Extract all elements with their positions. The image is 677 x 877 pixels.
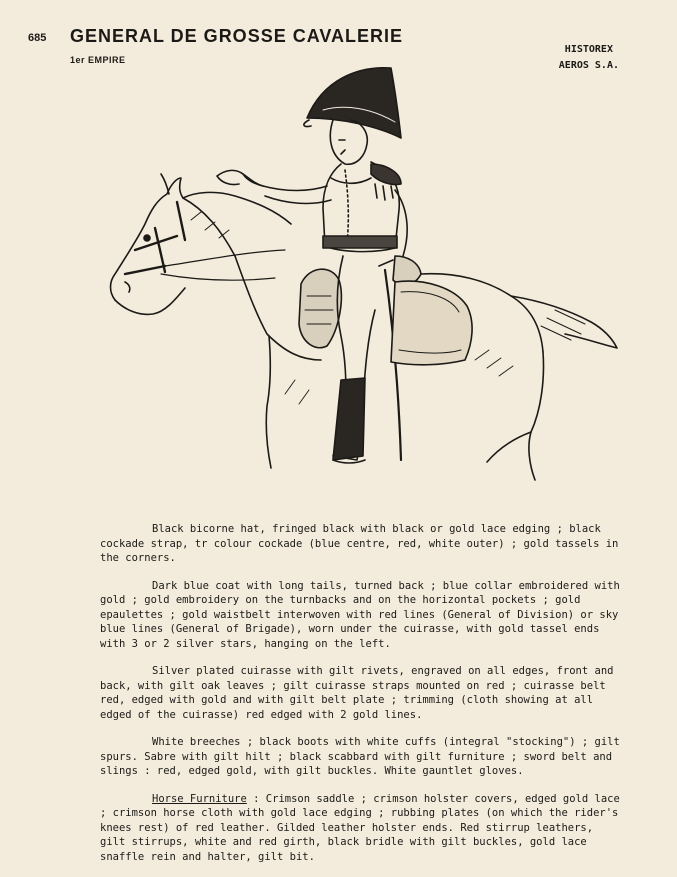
horse-tail [511,296,617,348]
saddle-cloth [391,281,472,365]
maker-line-1: HISTOREX [564,44,613,55]
holster-cover [299,269,341,348]
horse-furniture-separator: : [246,792,260,805]
epaulette [371,164,401,185]
horse-furniture-text: Crimson saddle ; crimson holster covers, edged gold lace ; crimson horse cloth with gold lace edging ; rubbing plates (on which the rider's knees rest) of red leather. Gilded leather holster ends. Red stirrup leathers, gilt stirrups, white and red girth, black bridle with gilt buckles, gold lace snaffle rein and halter, gilt bit. [100,792,620,863]
page-title: GENERAL DE GROSSE CAVALERIE [70,26,404,46]
paragraph-hat: Black bicorne hat, fringed black with black or gold lace edging ; black cockade strap, tr colour cockade (blue centre, red, white outer) ; gold tassels in the corners. [100,523,619,564]
bicorne-hat [307,68,401,138]
boot [333,378,365,460]
cavalry-general-illustration [95,60,620,510]
rider-head [330,120,367,164]
maker-line-2: AEROS S.A. [558,60,619,71]
horse-head [111,178,236,300]
bridle [125,202,185,274]
description-text [100,522,620,877]
paragraph-cuirasse: Silver plated cuirasse with gilt rivets, engraved on all edges, front and back, with gilt oak leaves ; gilt cuirasse straps mounted on red ; cuirasse belt red, edged with gold and with gilt belt plate ; trimming (cloth showing at all edged of the cuirasse) red edged with 2 gold lines. [100,665,614,721]
gauntlet-hand [217,170,263,186]
horse-furniture-heading: Horse Furniture [152,792,247,805]
waist-belt [323,236,397,248]
page-number: 685 [28,32,47,44]
paragraph-breeches: White breeches ; black boots with white cuffs (integral "stocking") ; gilt spurs. Sabre with gilt hilt ; black scabbard with gilt furniture ; sword belt and slings : red, edged gold, with gilt buckles. White gauntlet gloves. [100,736,620,777]
paragraph-horse-furniture [100,792,620,865]
paragraph-coat: Dark blue coat with long tails, turned back ; blue collar embroidered with gold ; gold embroidery on the turnbacks and on the horizontal pockets ; gold epaulettes ; gold waistbelt interwoven with red lines (General of Division) or sky blue lines (General of Brigade), worn under the cuirasse, with gold tassel ends with 3 or 2 silver stars, hanging on the left. [100,579,620,650]
page-subtitle: 1er EMPIRE [70,55,126,65]
